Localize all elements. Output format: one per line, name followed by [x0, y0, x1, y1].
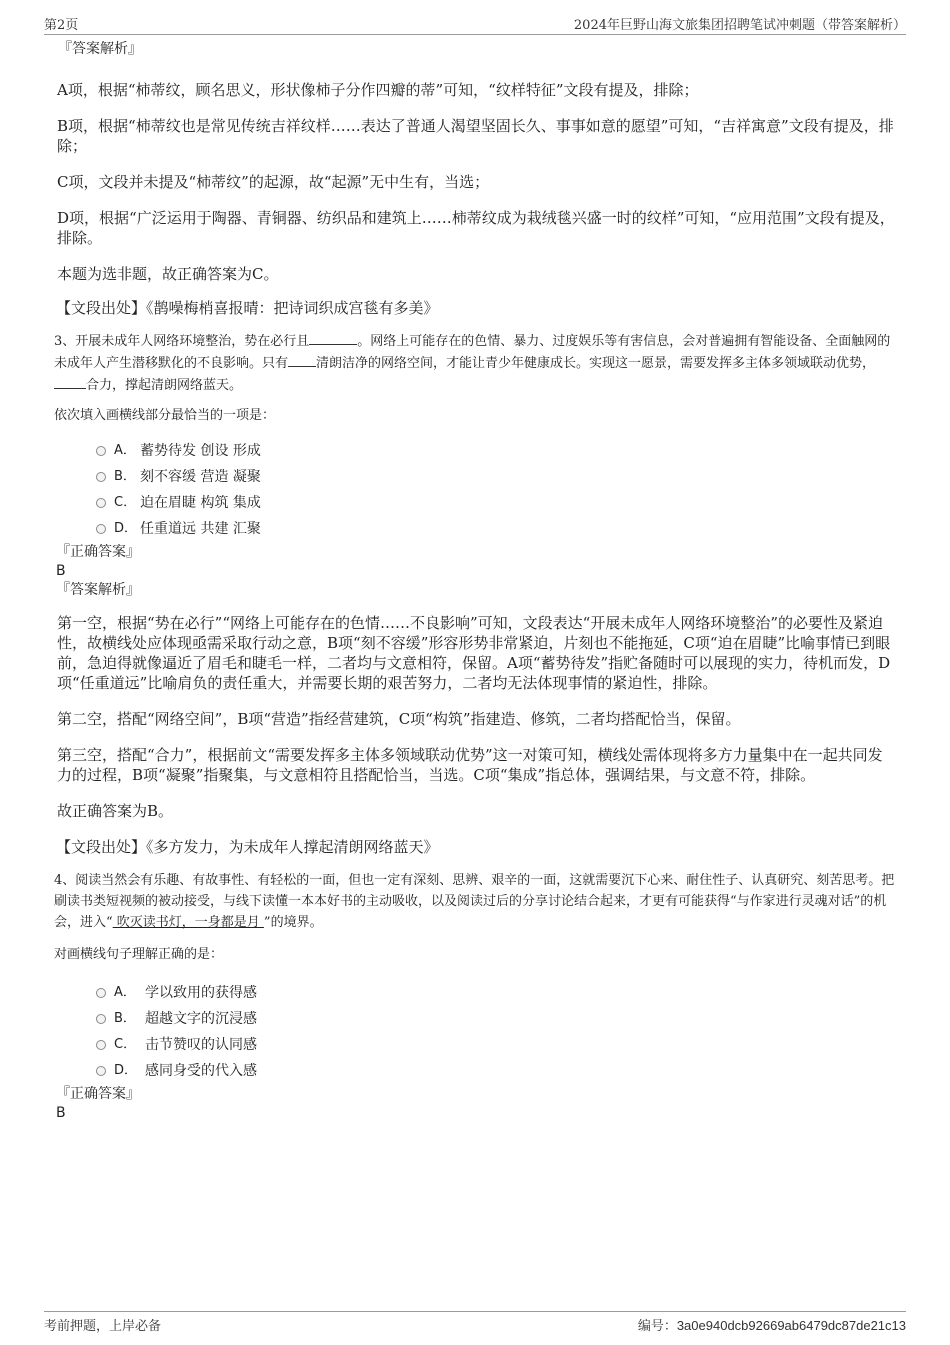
page-header: [44, 14, 906, 35]
page-number: 第2页: [44, 18, 79, 33]
conclusion-paragraph: 故正确答案为B。: [57, 802, 174, 820]
text-source: 【文段出处】《多方发力，为未成年人撑起清朗网络蓝天》: [56, 838, 439, 856]
question-stem: 4、阅读当然会有乐趣、有故事性、有轻松的一面，但也一定有深刻、思辨、艰辛的一面，这就需要沉下心来、耐住性子、认真研究、刻苦思考。把刷读书类短视频的被动接受，与线下读懂一本本好书的主动吸收，以及阅读过后的分享讨论结合起来，才更有可能获得“与作家进行灵魂对话”的机会，进入“ 吹灭读书灯，一身都是月 ”的境界。: [54, 873, 895, 930]
text-source: 【文段出处】《鹊噪梅梢喜报晴：把诗词织成宫毯有多美》: [56, 299, 439, 317]
question-stem: 3、开展未成年人网络环境整治，势在必行且 。网络上可能存在的色情、暴力、过度娱乐等有害信息，会对普遍拥有智能设备、全面触网的未成年人产生潜移默化的不良影响。只有 清朗洁净的网络空间，才能让青少年健康成长。实现这一愿景，需要发挥多主体多领域联动优势，合力，撑起清朗网络蓝天。: [54, 330, 896, 396]
option-d[interactable]: D． 感同身受的代入感: [56, 1061, 896, 1087]
analysis-paragraph: C项，文段并未提及“柿蒂纹”的起源，故“起源”无中生有，当选；: [57, 173, 490, 191]
document-code: 编号：3a0e940dcb92669ab6479dc87de21c13: [637, 1318, 906, 1334]
option-list: [56, 441, 896, 545]
radio-icon[interactable]: [96, 988, 106, 998]
radio-icon[interactable]: [96, 524, 106, 534]
page-footer: [44, 1311, 906, 1336]
blank-line: [309, 330, 357, 345]
analysis-paragraph: 第三空，搭配“合力”，根据前文“需要发挥多主体多领域联动优势”这一对策可知，横线处需体现将多方力量集中在一起共同发力的过程，B项“凝聚”指聚集，与文意相符且搭配恰当，当选。C项“集成”指总体，强调结果，与文意不符，排除。: [57, 746, 883, 784]
analysis-paragraph: 第一空，根据“势在必行”“网络上可能存在的色情……不良影响”可知，文段表达“开展未成年人网络环境整治”的必要性及紧迫性，故横线处应体现亟需采取行动之意，B项“刻不容缓”形容形势非常紧迫，片刻也不能拖延，C项“迫在眉睫”比喻事情已到眼前，急迫得就像逼近了眉毛和睫毛一样，二者均与文意相符，保留。A项“蓄势待发”指贮备随时可以展现的实力，待机而发，D项“任重道远”比喻肩负的责任重大，并需要长期的艰苦努力，二者均无法体现事情的紧迫性，排除。: [57, 614, 891, 692]
radio-icon[interactable]: [96, 1066, 106, 1076]
option-b[interactable]: B． 超越文字的沉浸感: [56, 1009, 896, 1035]
radio-icon[interactable]: [96, 446, 106, 456]
question-prompt: 对画横线句子理解正确的是：: [54, 947, 224, 962]
conclusion-paragraph: 本题为选非题，故正确答案为C。: [57, 265, 279, 283]
footer-slogan: 考前押题，上岸必备: [44, 1319, 162, 1334]
analysis-paragraph: A项，根据“柿蒂纹，顾名思义，形状像柿子分作四瓣的蒂”可知，“纹样特征”文段有提及，排除；: [57, 81, 699, 99]
correct-answer-label: 『正确答案』: [56, 544, 140, 560]
option-c[interactable]: C． 迫在眉睫 构筑 集成: [56, 493, 896, 519]
radio-icon[interactable]: [96, 1040, 106, 1050]
correct-answer: B: [56, 563, 66, 579]
blank-line: [54, 374, 86, 389]
option-a[interactable]: A． 学以致用的获得感: [56, 983, 896, 1009]
question-prompt: 依次填入画横线部分最恰当的一项是：: [54, 408, 276, 423]
document-title: 2024年巨野山海文旅集团招聘笔试冲刺题（带答案解析）: [573, 18, 906, 33]
radio-icon[interactable]: [96, 472, 106, 482]
option-b[interactable]: B． 刻不容缓 营造 凝聚: [56, 467, 896, 493]
underlined-sentence: 吹灭读书灯，一身都是月: [112, 915, 264, 930]
option-list: [56, 983, 896, 1087]
option-a[interactable]: A． 蓄势待发 创设 形成: [56, 441, 896, 467]
analysis-label: 『答案解析』: [58, 41, 142, 57]
analysis-paragraph: B项，根据“柿蒂纹也是常见传统吉祥纹样……表达了普通人渴望坚固长久、事事如意的愿望”可知，“吉祥寓意”文段有提及，排除；: [57, 117, 894, 155]
correct-answer: B: [56, 1105, 66, 1121]
page-content: [56, 40, 896, 1123]
option-c[interactable]: C． 击节赞叹的认同感: [56, 1035, 896, 1061]
option-d[interactable]: D． 任重道远 共建 汇聚: [56, 519, 896, 545]
blank-line: [288, 352, 316, 367]
analysis-paragraph: D项，根据“广泛运用于陶器、青铜器、纺织品和建筑上……柿蒂纹成为栽绒毯兴盛一时的纹样”可知，“应用范围”文段有提及，排除。: [57, 209, 895, 247]
analysis-paragraph: 第二空，搭配“网络空间”，B项“营造”指经营建筑，C项“构筑”指建造、修筑，二者均搭配恰当，保留。: [57, 710, 741, 728]
radio-icon[interactable]: [96, 1014, 106, 1024]
radio-icon[interactable]: [96, 498, 106, 508]
analysis-label: 『答案解析』: [56, 582, 140, 598]
correct-answer-label: 『正确答案』: [56, 1086, 140, 1102]
